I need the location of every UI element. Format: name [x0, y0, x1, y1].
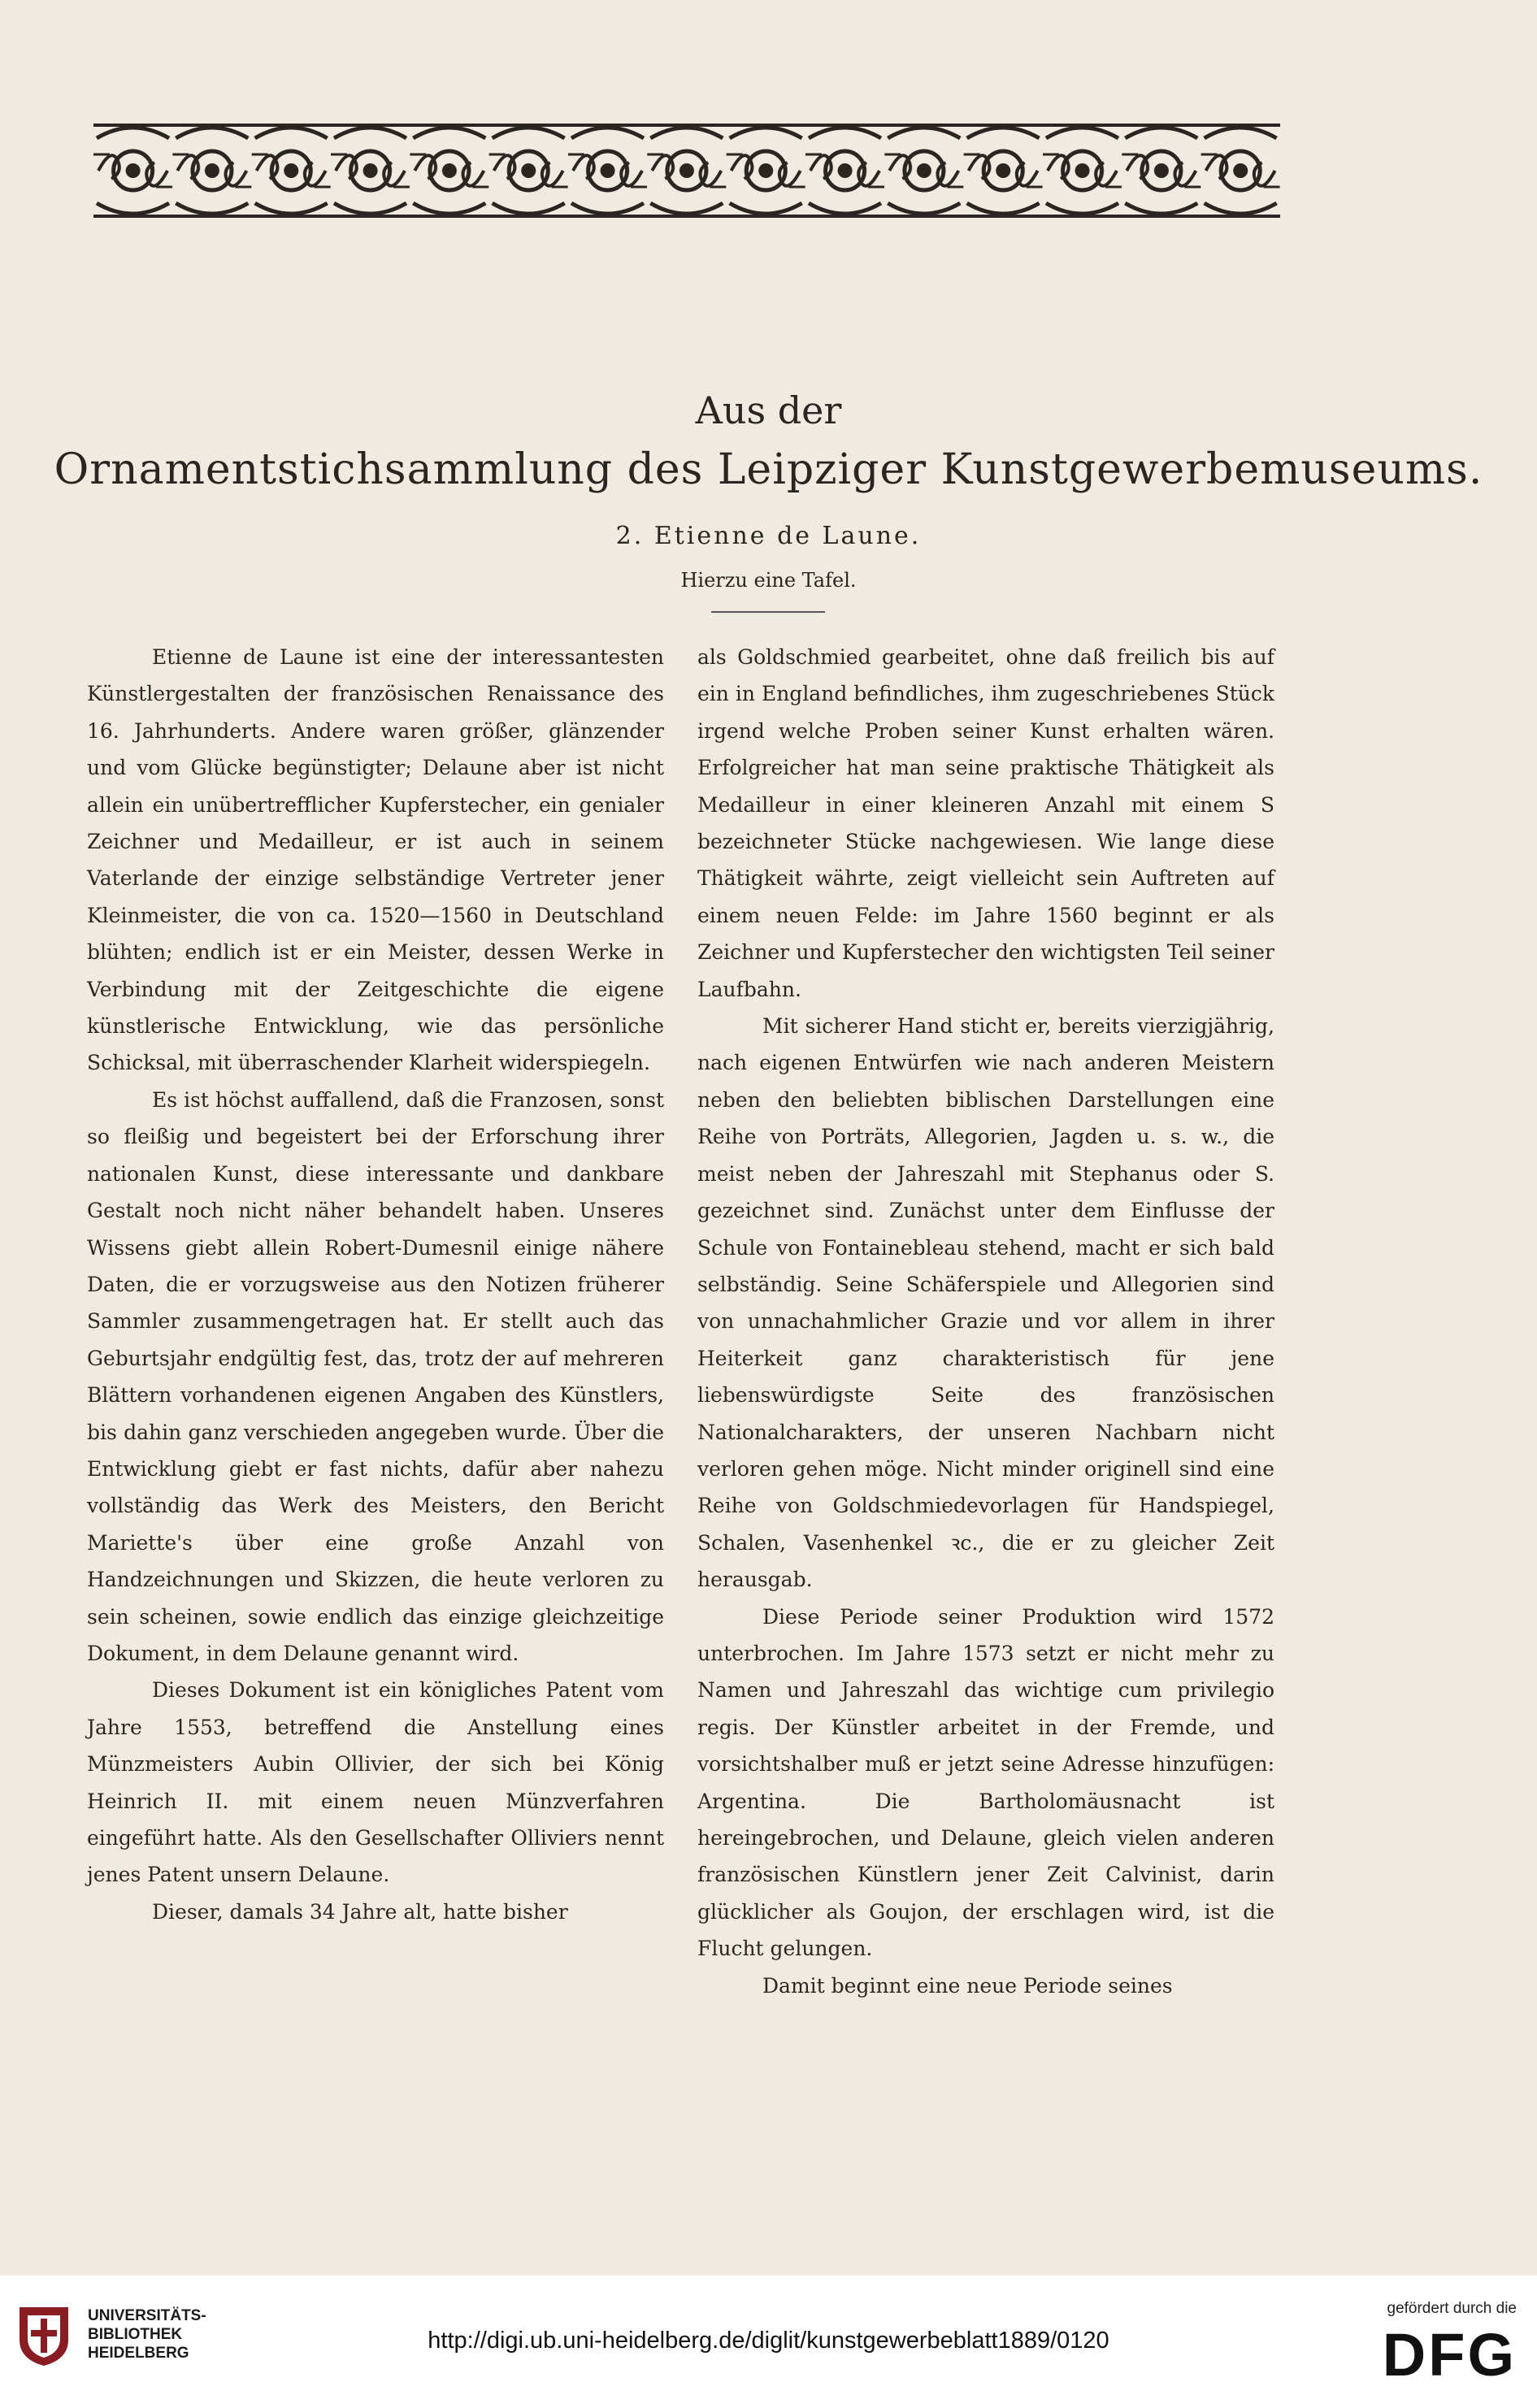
plate-note: Hierzu eine Tafel.: [680, 569, 857, 592]
text-column-right: [697, 639, 1274, 2004]
paragraph: Dieses Dokument ist ein königliches Patent vom Jahre 1553, betreffend die Anstellung eines Münzmeisters Aubin Ollivier, der sich bei König Heinrich II. mit einem neuen Münzverfahren eingeführt hatte. Als den Gesellschafter Olliviers nennt jenes Patent unsern Delaune.: [87, 1678, 664, 1887]
article-subtitle: 2. Etienne de Laune.: [615, 522, 922, 550]
paragraph: Dieser, damals 34 Jahre alt, hatte bisher: [152, 1899, 568, 1924]
title-line-1: Aus der: [695, 388, 842, 432]
digitization-footer: [0, 2276, 1537, 2408]
paragraph: Es ist höchst auffallend, daß die Franzosen, sonst so fleißig und begeistert bei der Erforschung ihrer nationalen Kunst, diese interessante und dankbare Gestalt noch nicht näher behandelt haben. Unseres Wissens giebt allein Robert-Dumesnil einige nähere Daten, die er vorzugsweise aus den Notizen früherer Sammler zusammengetragen hat. Er stellt auch das Geburtsjahr endgültig fest, das, trotz der auf mehreren Blättern vorhandenen eigenen Angaben des Künstlers, bis dahin ganz verschieden angegeben wurde. Über die Entwicklung giebt er fast nichts, dafür aber nahezu vollständig das Werk des Meisters, den Bericht Mariette's über eine große Anzahl von Handzeichnungen und Skizzen, die heute verloren zu sein scheinen, sowie endlich das einzige gleichzeitige Dokument, in dem Delaune genannt wird.: [87, 1087, 664, 1665]
title-divider: [711, 611, 825, 613]
dfg-logo: DFG: [1382, 2321, 1517, 2388]
ornamental-header-band: [93, 122, 1280, 219]
library-line: UNIVERSITÄTS-: [88, 2307, 206, 2324]
library-line: HEIDELBERG: [88, 2345, 189, 2362]
text-column-left: [87, 639, 664, 1930]
library-line: BIBLIOTHEK: [88, 2326, 183, 2343]
paragraph: Mit sicherer Hand sticht er, bereits vierzigjährig, nach eigenen Entwürfen wie nach anderen Meistern neben den beliebten biblischen Darstellungen eine Reihe von Porträts, Allegorien, Jagden u. s. w., die meist neben der Jahreszahl mit Stephanus oder S. gezeichnet sind. Zunächst unter dem Einflusse der Schule von Fontainebleau stehend, macht er sich bald selbständig. Seine Schäferspiele und Allegorien sind von unnachahmlicher Grazie und vor allem in ihrer Heiterkeit ganz charakteristisch für jene liebenswürdigste Seite des französischen Nationalcharakters, der unseren Nachbarn nicht verloren gehen möge. Nicht minder originell sind eine Reihe von Goldschmiedevorlagen für Handspiegel, Schalen, Vasenhenkel ꝛc., die er zu gleicher Zeit herausgab.: [697, 1014, 1274, 1592]
paragraph-continued: als Goldschmied gearbeitet, ohne daß freilich bis auf ein in England befindliches, ihm zugeschriebenes Stück irgend welche Proben seiner Kunst erhalten wären. Erfolgreicher hat man seine praktische Thätigkeit als Medailleur in einer kleineren Anzahl mit einem S bezeichneter Stücke nachgewiesen. Wie lange diese Thätigkeit währte, zeigt vielleicht sein Auftreten auf einem neuen Felde: im Jahre 1560 beginnt er als Zeichner und Kupferstecher den wichtigsten Teil seiner Laufbahn.: [697, 645, 1274, 1001]
funded-by-label: gefördert durch die: [1387, 2300, 1517, 2317]
article-title: Ornamentstichsammlung des Leipziger Kunstgewerbemuseums.: [54, 445, 1483, 494]
paragraph: Damit beginnt eine neue Periode seines: [762, 1973, 1173, 1998]
paragraph: Diese Periode seiner Produktion wird 1572 unterbrochen. Im Jahre 1573 setzt er nicht mehr zu Namen und Jahreszahl das wichtige cum privilegio regis. Der Künstler arbeitet in der Fremde, und vorsichtshalber muß er jetzt seine Adresse hinzufügen: Argentina. Die Bartholomäusnacht ist hereingebrochen, und Delaune, gleich vielen anderen französischen Künstlern jener Zeit Calvinist, darin glücklicher als Goujon, der erschlagen wird, ist die Flucht gelungen.: [697, 1604, 1274, 1961]
paragraph: Etienne de Laune ist eine der interessantesten Künstlergestalten der französischen Renaissance des 16. Jahrhunderts. Andere waren größer, glänzender und vom Glücke begünstigter; Delaune aber ist nicht allein ein unübertrefflicher Kupferstecher, ein genialer Zeichner und Medailleur, er ist auch in seinem Vaterlande der einzige selbständige Vertreter jener Kleinmeister, die von ca. 1520—1560 in Deutschland blühten; endlich ist er ein Meister, dessen Werke in Verbindung mit der Zeitgeschichte die eigene künstlerische Entwicklung, wie das persönliche Schicksal, mit überraschender Klarheit widerspiegeln.: [87, 645, 664, 1075]
source-url-link[interactable]: http://digi.ub.uni-heidelberg.de/diglit/kunstgewerbeblatt1889/0120: [428, 2328, 1109, 2354]
